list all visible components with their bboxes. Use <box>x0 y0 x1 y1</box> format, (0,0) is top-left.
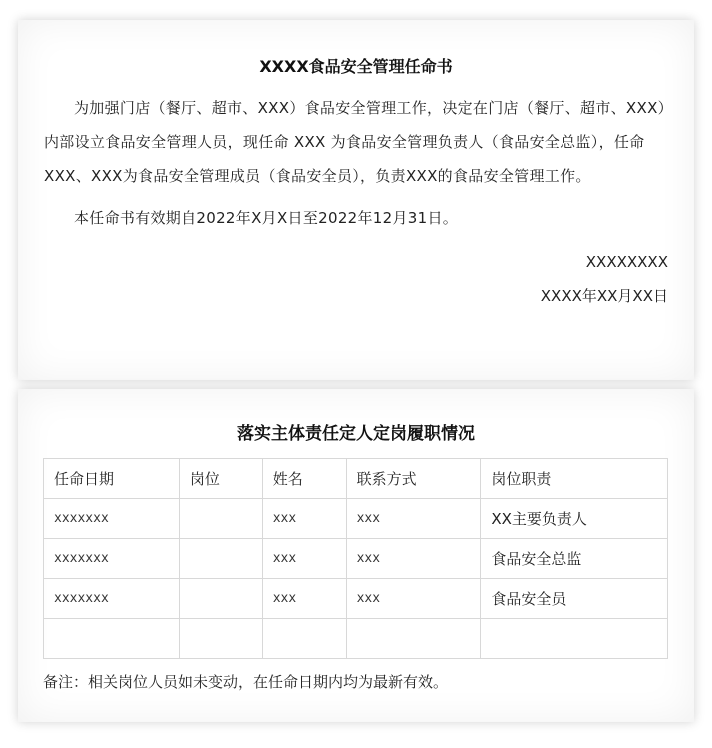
appointment-title: XXXX食品安全管理任命书 <box>259 57 453 76</box>
cell-contact: xxx <box>346 579 481 619</box>
cell-date <box>44 619 180 659</box>
cell-date: xxxxxxx <box>44 579 180 619</box>
table-row <box>44 579 668 619</box>
table-row <box>44 619 668 659</box>
cell-post <box>179 499 262 539</box>
cell-contact <box>346 619 481 659</box>
cell-name: xxx <box>262 539 346 579</box>
cell-date: xxxxxxx <box>44 499 180 539</box>
cell-contact: xxx <box>346 539 481 579</box>
table-remark: 备注：相关岗位人员如未变动，在任命日期内均为最新有效。 <box>43 673 449 691</box>
appointment-card <box>18 20 694 380</box>
cell-contact: xxx <box>346 499 481 539</box>
duty-table <box>43 458 668 659</box>
cell-name <box>262 619 346 659</box>
table-header-row <box>44 459 668 499</box>
header-post: 岗位 <box>179 459 262 499</box>
cell-duty: 食品安全员 <box>481 579 668 619</box>
cell-duty: 食品安全总监 <box>481 539 668 579</box>
table-row <box>44 539 668 579</box>
cell-date: xxxxxxx <box>44 539 180 579</box>
table-row <box>44 499 668 539</box>
cell-name: xxx <box>262 579 346 619</box>
header-duty: 岗位职责 <box>481 459 668 499</box>
duty-table-title: 落实主体责任定人定岗履职情况 <box>237 424 475 444</box>
header-contact: 联系方式 <box>346 459 481 499</box>
appointment-paragraph-2: 本任命书有效期自2022年X月X日至2022年12月31日。 <box>74 209 459 227</box>
cell-duty: XX主要负责人 <box>481 499 668 539</box>
appointment-signer: XXXXXXXX <box>585 253 668 271</box>
cell-name: xxx <box>262 499 346 539</box>
header-appoint-date: 任命日期 <box>44 459 180 499</box>
cell-duty <box>481 619 668 659</box>
appointment-paragraph-1: 为加强门店（餐厅、超市、XXX）食品安全管理工作，决定在门店（餐厅、超市、XXX）内部设立食品安全管理人员，现任命 XXX 为食品安全管理负责人（食品安全总监），任命XXX、XXX为食品安全管理成员（食品安全员），负责XXX的食品安全管理工作。 <box>44 99 666 185</box>
duty-card <box>18 389 694 722</box>
header-name: 姓名 <box>262 459 346 499</box>
appointment-date: XXXX年XX月XX日 <box>540 287 668 305</box>
cell-post <box>179 539 262 579</box>
cell-post <box>179 579 262 619</box>
cell-post <box>179 619 262 659</box>
